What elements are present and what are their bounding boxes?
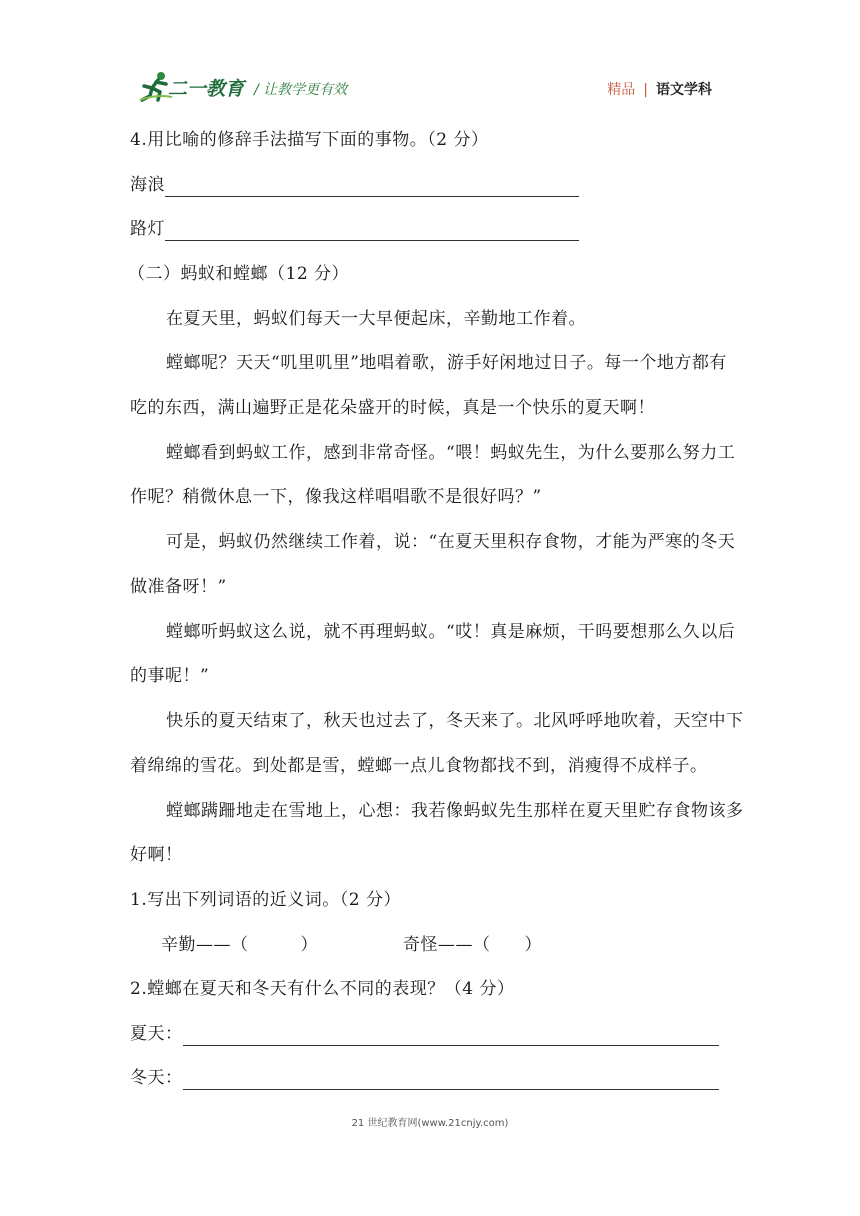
paragraph-3-line-2: 作呢？稍微休息一下，像我这样唱唱歌不是很好吗？” [130,487,542,507]
q4-item-haolang [130,173,579,197]
q1-b-label: 奇怪——（ [403,935,491,955]
paragraph-7-line-2: 好啊！ [130,845,183,865]
paragraph-1: 在夏天里，蚂蚁们每天一大早便起床，辛勤地工作着。 [166,309,586,329]
q4-title: 4.用比喻的修辞手法描写下面的事物。（2 分） [130,130,489,150]
paragraph-4-line-1: 可是，蚂蚁仍然继续工作着，说：“在夏天里积存食物，才能为严寒的冬天 [166,532,736,552]
q2-title: 2.螳螂在夏天和冬天有什么不同的表现？（4 分） [130,979,515,999]
page-header [0,0,860,110]
header-tags [607,79,712,99]
q2-winter-label: 冬天： [130,1068,183,1088]
paragraph-2-line-2: 吃的东西，满山遍野正是花朵盛开的时候，真是一个快乐的夏天啊！ [130,398,655,418]
q1-a-label: 辛勤——（ [161,935,249,955]
paragraph-5-line-2: 的事呢！” [130,666,210,686]
answer-line[interactable] [165,220,579,241]
tag-separator: | [643,82,648,98]
q1-title: 1.写出下列词语的近义词。（2 分） [130,890,401,910]
q2-summer-label: 夏天： [130,1024,183,1044]
q4-item-ludeng [130,217,579,241]
q1-item-a [161,933,318,957]
answer-line[interactable] [183,1025,719,1046]
answer-line[interactable] [183,1069,719,1090]
q1-item-b [403,933,542,957]
q4-item1-label: 海浪 [130,175,165,195]
page-footer: 21 世纪教育网(www.21cnjy.com) [351,1118,509,1129]
close-paren: ） [524,935,542,955]
close-paren: ） [300,935,318,955]
answer-line[interactable] [165,176,579,197]
q4-item2-label: 路灯 [130,219,165,239]
q2-summer [130,1022,719,1046]
paragraph-6-line-1: 快乐的夏天结束了，秋天也过去了，冬天来了。北风呼呼地吹着，天空中下 [166,711,744,731]
subject-tag: 语文学科 [656,82,712,98]
paragraph-7-line-1: 螳螂蹒跚地走在雪地上，心想：我若像蚂蚁先生那样在夏天里贮存食物该多 [166,801,744,821]
header-slogan: / 让教学更有效 [254,82,348,98]
paragraph-4-line-2: 做准备呀！” [130,577,227,597]
paragraph-5-line-1: 螳螂听蚂蚁这么说，就不再理蚂蚁。“哎！真是麻烦，干吗要想那么久以后 [166,622,736,642]
brand-logo [136,70,246,104]
paragraph-6-line-2: 着绵绵的雪花。到处都是雪，螳螂一点儿食物都找不到，消瘦得不成样子。 [130,756,708,776]
q2-winter [130,1066,719,1090]
paragraph-3-line-1: 螳螂看到蚂蚁工作，感到非常奇怪。“喂！蚂蚁先生，为什么要那么努力工 [166,443,736,463]
quality-tag: 精品 [607,82,636,98]
logo-text: 二一教育 [168,78,245,100]
paragraph-2-line-1: 螳螂呢？天天“叽里叽里”地唱着歌，游手好闲地过日子。每一个地方都有 [166,353,727,373]
section-title: （二）蚂蚁和螳螂（12 分） [128,264,350,284]
